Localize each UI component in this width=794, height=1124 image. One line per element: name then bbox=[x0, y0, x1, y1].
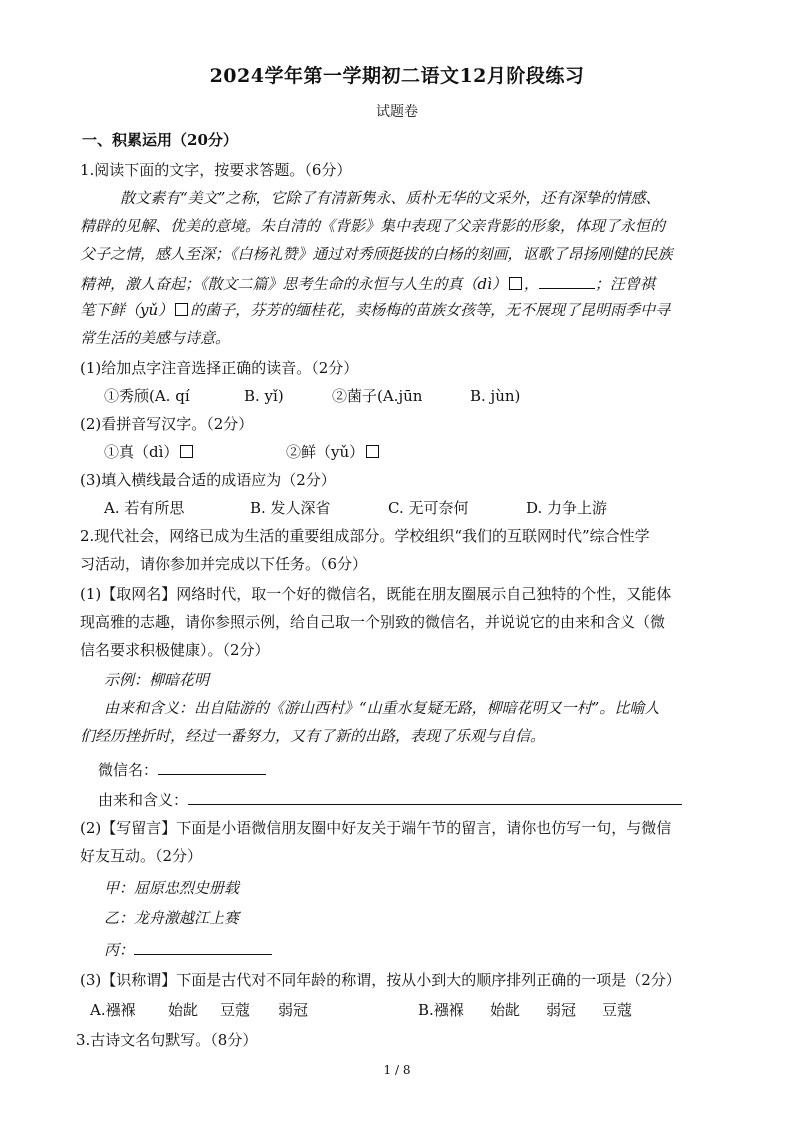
q1-sub2-a-text: ①真（dì） bbox=[104, 443, 179, 461]
q3-title: 3.古诗文名句默写。（8分） bbox=[76, 1031, 258, 1049]
q1-sub3-option-c: C. 无可奈何 bbox=[388, 499, 469, 517]
q1-sub3-label: (3)填入横线最合适的成语应为（2分） bbox=[80, 471, 336, 489]
message-bing-label: 丙： bbox=[104, 941, 135, 959]
q1-sub1-d: B. jùn) bbox=[470, 387, 521, 405]
q2-line-2: 习活动，请你参加并完成以下任务。（6分） bbox=[80, 555, 368, 573]
q1-sub1-b: B. yǐ) bbox=[244, 387, 284, 405]
q1-sub3-option-b: B. 发人深省 bbox=[250, 499, 331, 517]
q1-title: 1.阅读下面的文字，按要求答题。（6分） bbox=[80, 161, 352, 179]
q2-sub3-option-a bbox=[90, 1000, 308, 1020]
q2-example: 示例：柳暗花明 bbox=[104, 671, 210, 689]
q2-sub1-line-1: (1)【取网名】网络时代，取一个好的微信名，既能在朋友圈展示自己独特的个性，又能体 bbox=[80, 585, 672, 603]
origin-blank[interactable] bbox=[188, 788, 682, 805]
answer-box[interactable] bbox=[509, 277, 522, 290]
option-b-term-2: 始龀 bbox=[490, 1001, 521, 1019]
q2-meaning-line-2: 们经历挫折时，经过一番努力，又有了新的出路，表现了乐观与自信。 bbox=[80, 727, 546, 745]
passage-line-4-b: ， bbox=[523, 275, 539, 293]
option-a-term-1: A.襁褓 bbox=[90, 1001, 136, 1019]
passage-line-5 bbox=[80, 300, 670, 320]
message-bing-row bbox=[104, 938, 272, 960]
option-a-term-3: 豆蔻 bbox=[220, 1001, 251, 1019]
answer-box[interactable] bbox=[180, 445, 193, 458]
q1-sub1-a: ①秀颀(A. qí bbox=[104, 387, 190, 405]
origin-label: 由来和含义： bbox=[98, 791, 189, 809]
q1-sub3-option-d: D. 力争上游 bbox=[526, 499, 608, 517]
message-bing-blank[interactable] bbox=[134, 938, 272, 955]
message-yi: 乙：龙舟激越江上赛 bbox=[104, 909, 240, 927]
passage-line-4-c: ；汪曾祺 bbox=[594, 275, 655, 293]
wechat-name-row bbox=[98, 758, 266, 780]
message-jia: 甲：屈原忠烈史册载 bbox=[104, 879, 240, 897]
q1-sub2-a bbox=[104, 442, 195, 462]
page-number: 1 / 8 bbox=[383, 1063, 411, 1077]
q1-sub1-c: ②菌子(A.jūn bbox=[332, 387, 423, 405]
passage-line-3: 父子之情，感人至深；《白杨礼赞》通过对秀颀挺拔的白杨的刻画，讴歌了昂扬刚健的民族 bbox=[80, 245, 673, 263]
q2-sub3-line-1: (3)【识称谓】下面是古代对不同年龄的称谓，按从小到大的顺序排列正确的一项是（2分） bbox=[80, 971, 681, 989]
q1-sub2-label: (2)看拼音写汉字。（2分） bbox=[80, 415, 254, 433]
answer-box[interactable] bbox=[175, 303, 188, 316]
wechat-name-label: 微信名： bbox=[98, 761, 159, 779]
idiom-blank[interactable] bbox=[539, 272, 595, 289]
passage-line-6: 常生活的美感与诗意。 bbox=[80, 329, 231, 347]
option-b-term-3: 弱冠 bbox=[546, 1001, 577, 1019]
q1-sub2-b-text: ②鲜（yǔ） bbox=[286, 443, 365, 461]
passage-line-4-a: 精神，激人奋起；《散文二篇》思考生命的永恒与人生的真（dì） bbox=[80, 275, 507, 293]
option-b-term-4: 豆蔻 bbox=[602, 1001, 633, 1019]
q2-sub1-line-2: 现高雅的志趣，请你参照示例，给自己取一个别致的微信名，并说说它的由来和含义（微 bbox=[80, 613, 666, 631]
q2-meaning-line-1: 由来和含义：出自陆游的《游山西村》“山重水复疑无路，柳暗花明又一村”。比喻人 bbox=[104, 699, 660, 717]
page-title: 2024学年第一学期初二语文12月阶段练习 bbox=[209, 65, 585, 87]
q2-sub2-line-2: 好友互动。（2分） bbox=[80, 847, 203, 865]
q2-sub1-line-3: 信名要求积极健康）。（2分） bbox=[80, 641, 270, 659]
q1-sub1-label: (1)给加点字注音选择正确的读音。（2分） bbox=[80, 359, 359, 377]
q2-line-1: 2.现代社会，网络已成为生活的重要组成部分。学校组织“我们的互联网时代”综合性学 bbox=[80, 527, 650, 545]
option-b-term-1: B.襁褓 bbox=[418, 1001, 464, 1019]
passage-line-4 bbox=[80, 272, 655, 294]
passage-line-2: 精辟的见解、优美的意境。朱自清的《背影》集中表现了父亲背影的形象，体现了永恒的 bbox=[80, 217, 666, 235]
q2-sub2-line-1: (2)【写留言】下面是小语微信朋友圈中好友关于端午节的留言，请你也仿写一句，与微信 bbox=[80, 819, 672, 837]
q1-sub3-option-a: A. 若有所思 bbox=[104, 499, 185, 517]
section-heading: 一、积累运用（20分） bbox=[82, 131, 238, 149]
q2-sub3-option-b bbox=[418, 1000, 632, 1020]
option-a-term-4: 弱冠 bbox=[278, 1001, 309, 1019]
origin-row bbox=[98, 788, 682, 810]
q1-sub2-b bbox=[286, 442, 381, 462]
page-subtitle: 试题卷 bbox=[376, 104, 418, 120]
passage-line-5-b: 的菌子，芬芳的缅桂花，卖杨梅的苗族女孩等，无不展现了昆明雨季中寻 bbox=[190, 301, 671, 319]
passage-line-1: 散文素有“美文”之称，它除了有清新隽永、质朴无华的文采外，还有深挚的情感、 bbox=[120, 189, 661, 207]
answer-box[interactable] bbox=[366, 445, 379, 458]
option-a-term-2: 始龀 bbox=[168, 1001, 199, 1019]
wechat-name-blank[interactable] bbox=[158, 758, 266, 775]
passage-line-5-a: 笔下鲜（yǔ） bbox=[80, 301, 174, 319]
